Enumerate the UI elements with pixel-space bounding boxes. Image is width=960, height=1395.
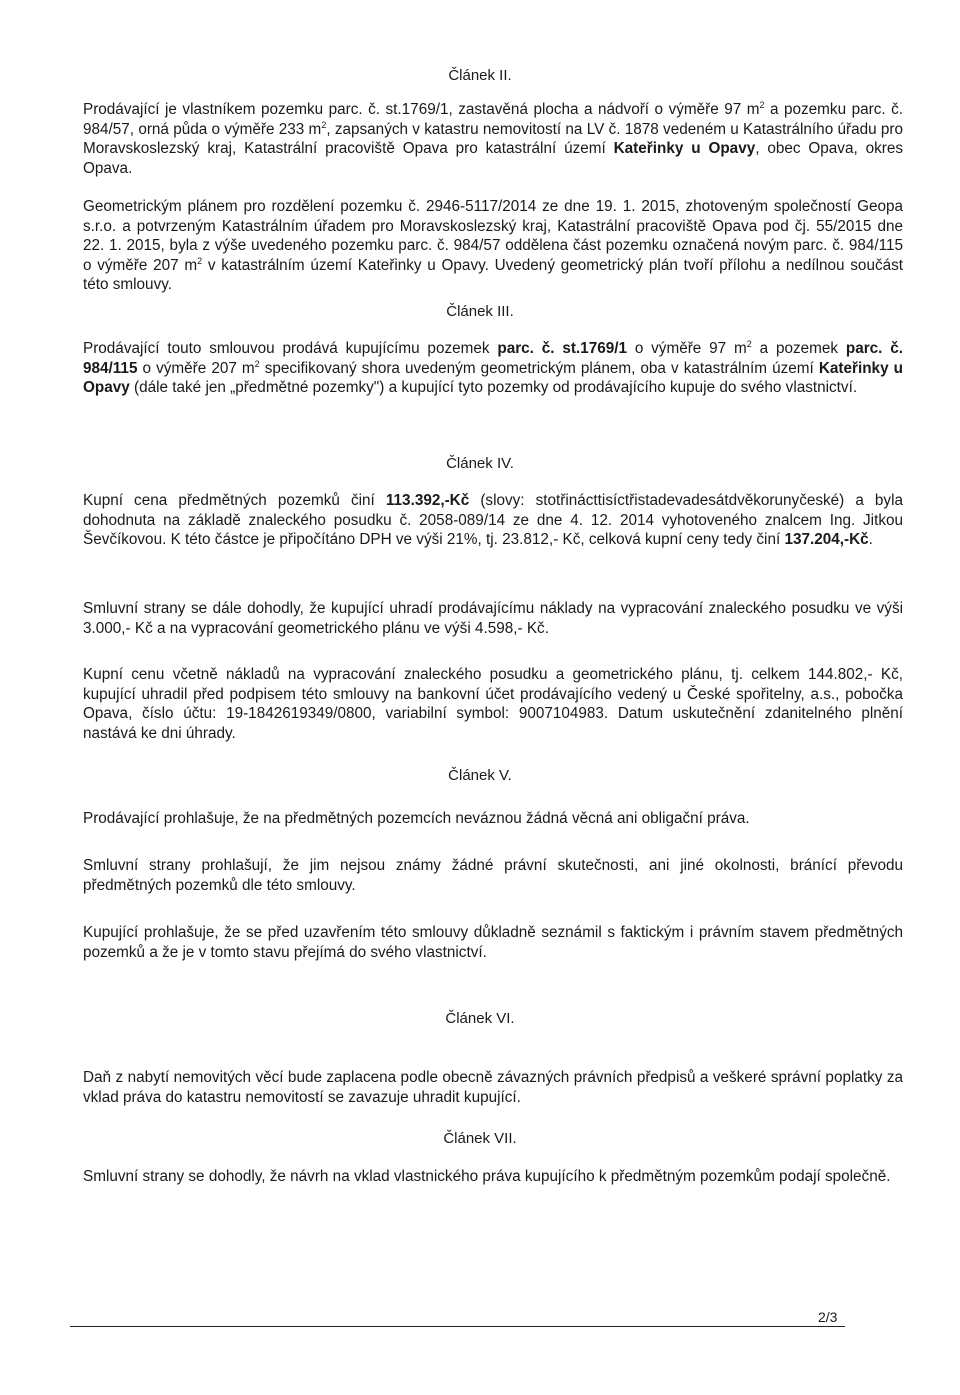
article-7-heading: Článek VII.	[443, 1130, 517, 1147]
article-4-heading: Článek IV.	[446, 455, 514, 472]
article-3-paragraph-1: Prodávající touto smlouvou prodává kupujícímu pozemek parc. č. st.1769/1 o výměře 97 $m^2$ a pozemek parc. č. 984/115 o výměře 207 $m^2$ specifikovaný shora uvedeným geometrickým plánem, oba v katastrálním území Kateřinky u Opavy (dále také jen „předmětné pozemky") a kupující tyto pozemky od prodávajícího kupuje do svého vlastnictví.	[83, 338, 904, 396]
page-number: 2/3	[818, 1309, 838, 1325]
article-4-paragraph-2: Smluvní strany se dále dohodly, že kupující uhradí prodávajícímu náklady na vypracování znaleckého posudku ve výši 3.000,- Kč a na vypracování geometrického plánu ve výši 4.598,- Kč.	[83, 600, 903, 637]
article-6-paragraph-1: Daň z nabytí nemovitých věcí bude zaplacena podle obecně závazných právních předpisů a veškeré správní poplatky za vklad práva do katastru nemovitostí se zavazuje uhradit kupující.	[83, 1069, 903, 1106]
article-5-paragraph-1: Prodávající prohlašuje, že na předmětných pozemcích neváznou žádná věcná ani obligační práva.	[83, 810, 750, 827]
article-2-heading: Článek II.	[448, 67, 512, 84]
article-2-paragraph-1: Prodávající je vlastníkem pozemku parc. č. st.1769/1, zastavěná plocha a nádvoří o výměře 97 $m^2$ a pozemku parc. č. 984/57, orná půda o výměře 233 $m^2$, zapsaných v katastru nemovitostí na LV č. 1878 vedeném u Katastrálního úřadu pro Moravskoslezský kraj, Katastrální pracoviště Opava pro katastrální území Kateřinky u Opavy, obec Opava, okres Opava.	[83, 99, 903, 177]
article-4-paragraph-3: Kupní cenu včetně nákladů na vypracování znaleckého posudku a geometrického plánu, tj. celkem 144.802,- Kč, kupující uhradil před podpisem této smlouvy na bankovní účet prodávajícího vedený u České spořitelny, a.s., pobočka Opava, číslo účtu: 19-1842619349/0800, variabilní symbol: 9007104983. Datum uskutečnění zdanitelného plnění nastává ke dni úhrady.	[83, 666, 903, 742]
article-5-heading: Článek V.	[448, 767, 512, 784]
article-7-paragraph-1: Smluvní strany se dohodly, že návrh na vklad vlastnického práva kupujícího k předmětným pozemkům podají společně.	[83, 1168, 891, 1185]
footer-divider	[70, 1326, 845, 1327]
article-6-heading: Článek VI.	[445, 1010, 515, 1027]
article-5-paragraph-3: Kupující prohlašuje, že se před uzavřením této smlouvy důkladně seznámil s faktickým i právním stavem předmětných pozemků a že je v tomto stavu přejímá do svého vlastnictví.	[83, 924, 903, 961]
article-4-paragraph-1: Kupní cena předmětných pozemků činí 113.392,-Kč (slovy: stotřinácttisíctřistadevadesátdvěkorunyčeské) a byla dohodnuta na základě znaleckého posudku č. 2058-089/14 ze dne 4. 12. 2014 vyhotoveného znalcem Ing. Jitkou Ševčíkovou. K této částce je připočítáno DPH ve výši 21%, tj. 23.812,- Kč, celková kupní ceny tedy činí 137.204,-Kč.	[83, 492, 903, 548]
article-3-heading: Článek III.	[446, 303, 514, 320]
article-5-paragraph-2: Smluvní strany prohlašují, že jim nejsou známy žádné právní skutečnosti, ani jiné okolnosti, bránící převodu předmětných pozemků dle této smlouvy.	[83, 857, 903, 894]
article-2-paragraph-2: Geometrickým plánem pro rozdělení pozemku č. 2946-5117/2014 ze dne 19. 1. 2015, zhotoveným společností Geopa s.r.o. a potvrzeným Katastrálním úřadem pro Moravskoslezský kraj, Katastrální pracoviště Opava pod čj. 55/2015 dne 22. 1. 2015, byla z výše uvedeného pozemku parc. č. 984/57 oddělena část pozemku označená novým parc. č. 984/115 o výměře 207 $m^2$ v katastrálním území Kateřinky u Opavy. Uvedený geometrický plán tvoří přílohu a nedílnou součást této smlouvy.	[83, 198, 903, 293]
